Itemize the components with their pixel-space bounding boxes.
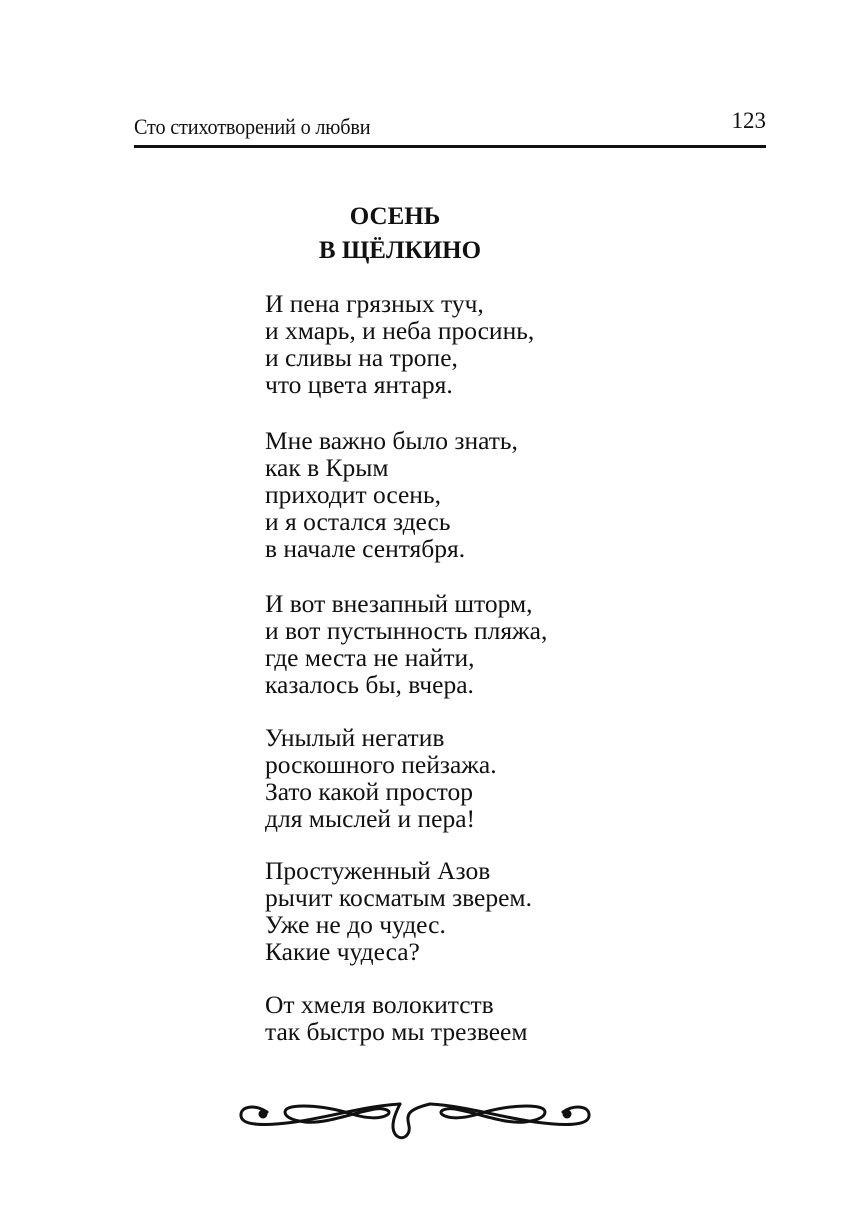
verse-line: для мыслей и пера! (265, 804, 476, 833)
verse-line: От хмеля волокитств (265, 990, 494, 1019)
poem-title (260, 200, 540, 268)
stanza (265, 290, 534, 398)
stanza (265, 991, 528, 1045)
stanza (265, 427, 518, 562)
header-rule (134, 145, 766, 148)
stanza (265, 857, 532, 965)
poem-title-line: В ЩЁЛКИНО (318, 237, 482, 264)
verse-line: Унылый негатив (265, 723, 445, 752)
verse-line: приходит осень, (265, 480, 441, 509)
stanza (265, 590, 547, 698)
stanza (265, 724, 497, 832)
verse-line: Какие чудеса? (265, 937, 420, 966)
running-title: Сто стихотворений о любви (134, 114, 371, 139)
verse-line: роскошного пейзажа. (265, 750, 497, 779)
verse-line: И пена грязных туч, (265, 289, 484, 318)
poem-title-line: ОСЕНЬ (349, 203, 441, 230)
verse-line: Мне важно было знать, (265, 426, 518, 455)
verse-line: казалось бы, вчера. (265, 670, 474, 699)
verse-line: как в Крым (265, 453, 389, 482)
verse-line: в начале сентября. (265, 534, 466, 563)
verse-line: так быстро мы трезвеем (265, 1017, 528, 1046)
page-number: 123 (731, 108, 766, 133)
verse-line: и сливы на тропе, (265, 343, 458, 372)
flourish-divider-icon (235, 1092, 595, 1152)
verse-line: и хмарь, и неба просинь, (265, 316, 535, 345)
verse-line: И вот внезапный шторм, (265, 589, 533, 618)
verse-line: и я остался здесь (265, 507, 451, 536)
verse-line: Простуженный Азов (265, 856, 491, 885)
verse-line: что цвета янтаря. (265, 370, 453, 399)
verse-line: Уже не до чудес. (265, 910, 446, 939)
verse-line: и вот пустынность пляжа, (265, 616, 548, 645)
running-head (134, 104, 766, 144)
verse-line: где места не найти, (265, 643, 475, 672)
verse-line: Зато какой простор (265, 777, 473, 806)
verse-line: рычит косматым зверем. (265, 883, 532, 912)
